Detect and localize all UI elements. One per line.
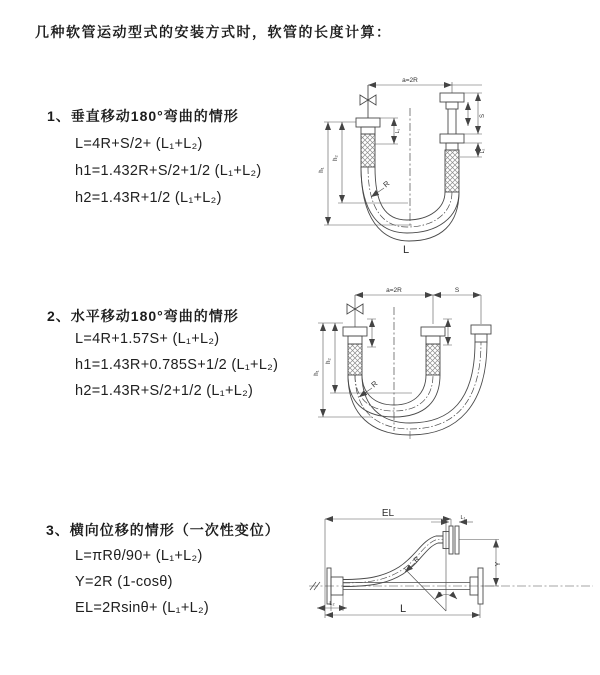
middle-fitting-collar — [426, 336, 440, 344]
length-label: L — [399, 603, 407, 615]
page-title: 几种软管运动型式的安装方式时，软管的长度计算： — [35, 24, 392, 40]
left-braid — [361, 134, 375, 167]
width-dim-label: a=2R — [402, 77, 418, 84]
diagram-vertical-180-bend — [300, 70, 575, 265]
section-3-formula-EL: EL=2Rsinθ+ (L₁+L₂) — [75, 600, 210, 616]
stretched-bend-outer — [348, 342, 487, 435]
section-2-formula-h2: h2=1.43R+S/2+1/2 (L₁+L₂) — [75, 383, 254, 399]
right-fitting-hex-2 — [440, 134, 464, 143]
radius-label: R — [369, 378, 380, 390]
hose-drawing — [309, 522, 593, 611]
section-3-formula-Y: Y=2R (1-cosθ) — [75, 574, 173, 590]
displaced-flange-plate-1 — [449, 526, 453, 554]
section-1-formula-h1: h1=1.432R+S/2+1/2 (L₁+L₂) — [75, 163, 262, 179]
length-label: L — [402, 244, 410, 256]
diagram-labels — [319, 77, 486, 256]
right-braid — [445, 150, 459, 192]
hose-drawing — [356, 85, 464, 241]
section-3-formula-L: L=πRθ/90+ (L₁+L₂) — [75, 548, 203, 564]
travel-dim-label: S — [454, 287, 460, 294]
displaced-flange-plate-2 — [455, 526, 459, 554]
s-curve-top-wall — [343, 536, 443, 580]
section-2-heading: 2、水平移动180°弯曲的情形 — [47, 308, 239, 324]
h2-dim-label: h₂ — [326, 358, 332, 364]
middle-fitting-hex — [421, 327, 445, 336]
section-1-heading: 1、垂直移动180°弯曲的情形 — [47, 108, 239, 124]
right-fitting-collar-1 — [446, 102, 458, 109]
left-braid — [348, 344, 362, 375]
diagram-labels — [329, 508, 502, 615]
stretched-bend-inner — [362, 342, 475, 423]
left-fitting-hex — [356, 118, 380, 127]
travel-dim-label: S — [480, 113, 486, 119]
right-fitting-collar — [475, 334, 487, 342]
offset-dim-label: Y — [495, 561, 502, 567]
right-fitting-hex — [471, 325, 491, 334]
left-fitting-collar — [348, 336, 362, 344]
section-1-formula-L: L=4R+S/2+ (L₁+L₂) — [75, 136, 203, 152]
h1-dim-label: h₁ — [314, 370, 320, 376]
section-2-formula-h1: h1=1.43R+0.785S+1/2 (L₁+L₂) — [75, 357, 279, 373]
s-curve-centerline — [343, 540, 443, 584]
h1-dim-label: h₁ — [319, 167, 325, 173]
s-curve-bottom-wall — [343, 543, 443, 587]
middle-braid — [426, 344, 440, 375]
end2-dim-label: L₂ — [480, 148, 486, 154]
diagram-horizontal-180-bend — [300, 283, 580, 468]
hose-drawing — [343, 295, 491, 435]
left-fitting-collar — [361, 127, 375, 134]
diagram-lateral-displacement — [303, 498, 598, 648]
section-2-formula-L: L=4R+1.57S+ (L₁+L₂) — [75, 331, 220, 347]
section-3-heading: 3、横向位移的情形（一次性变位） — [46, 522, 280, 538]
right-fitting-collar-2 — [446, 143, 458, 150]
radius-label: R — [412, 555, 422, 565]
end1-dim-label: L₁ — [460, 515, 466, 521]
h2-dim-label: h₂ — [333, 155, 339, 161]
el-dim-label: EL — [381, 508, 395, 519]
right-pipe — [448, 109, 456, 134]
right-fitting-hex-1 — [440, 93, 464, 102]
dimension-lines — [318, 295, 481, 439]
end1-dim-label: L₁ — [395, 128, 401, 134]
radius-label: R — [381, 178, 392, 190]
end2-dim-label: L₂ — [329, 601, 335, 607]
left-fitting-hex — [343, 327, 367, 336]
angle-label: θ — [438, 592, 442, 598]
width-dim-label: a=2R — [386, 287, 402, 294]
dimension-lines — [317, 519, 499, 618]
section-1-formula-h2: h2=1.43R+1/2 (L₁+L₂) — [75, 190, 222, 206]
